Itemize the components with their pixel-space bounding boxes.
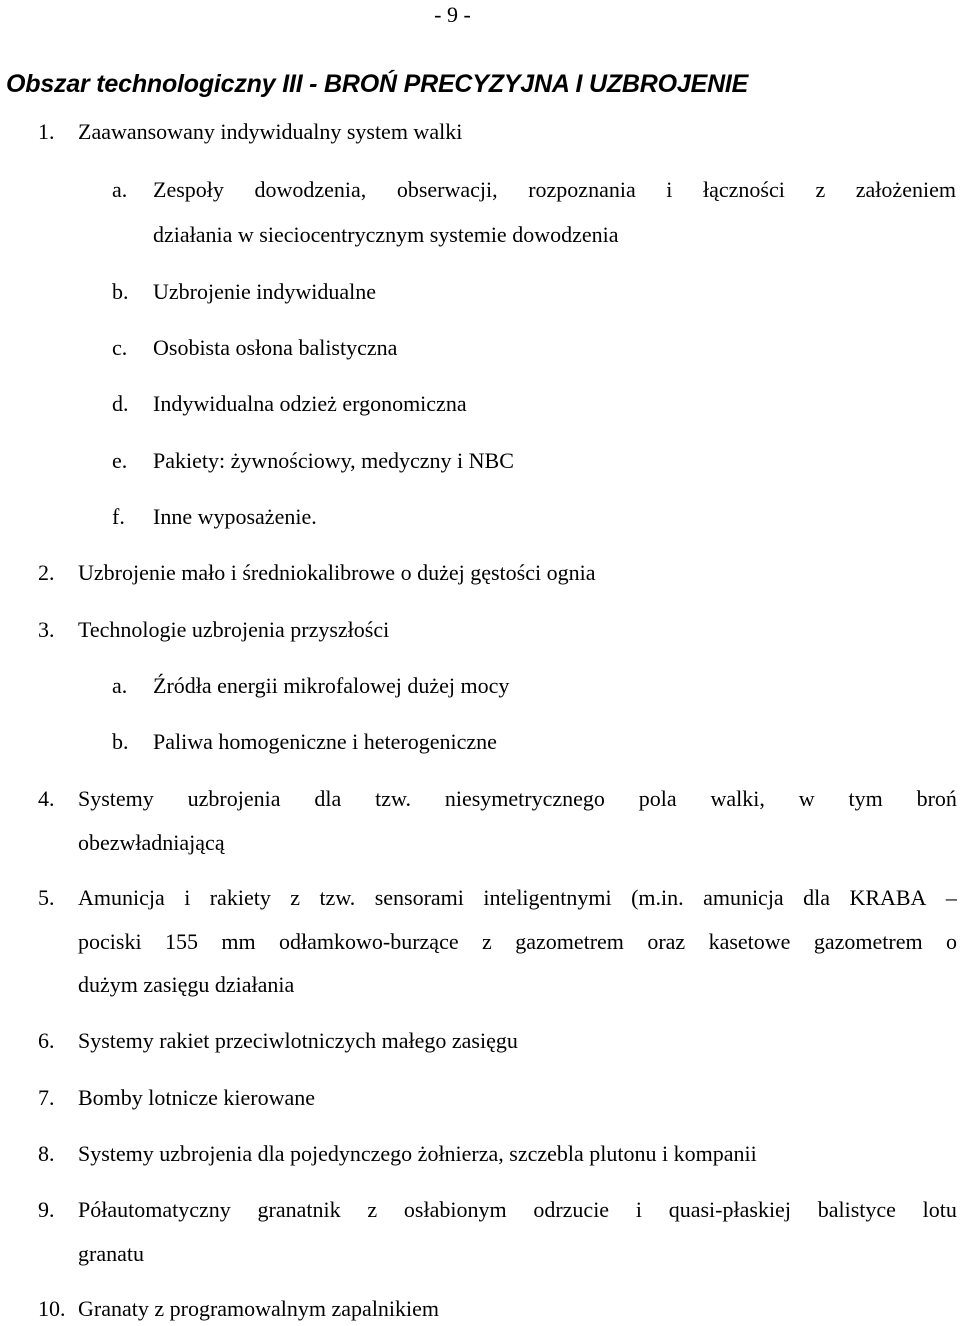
item-number: 8. xyxy=(38,1141,55,1166)
item-text: Uzbrojenie indywidualne xyxy=(153,279,376,304)
item-text: Bomby lotnicze kierowane xyxy=(78,1085,316,1110)
item-text: Inne wyposażenie. xyxy=(153,504,317,529)
item-text-line: Systemy uzbrojenia dla tzw. niesymetrycznego pola walki, w tym broń xyxy=(78,786,957,811)
item-text-line: pociski 155 mm odłamkowo-burzące z gazometrem oraz kasetowe gazometrem o xyxy=(78,929,957,954)
item-text: Źródła energii mikrofalowej dużej mocy xyxy=(153,673,510,698)
item-text: Indywidualna odzież ergonomiczna xyxy=(153,391,467,416)
item-number: 7. xyxy=(38,1085,55,1110)
item-text-line: Zespoły dowodzenia, obserwacji, rozpoznania i łączności z założeniem xyxy=(153,177,956,202)
item-text-line: Półautomatyczny granatnik z osłabionym odrzucie i quasi-płaskiej balistyce lotu xyxy=(78,1197,957,1222)
item-letter: a. xyxy=(112,177,128,202)
item-text: Systemy rakiet przeciwlotniczych małego zasięgu xyxy=(78,1028,518,1053)
item-letter: d. xyxy=(112,391,129,416)
item-text: Paliwa homogeniczne i heterogeniczne xyxy=(153,729,497,754)
item-number: 9. xyxy=(38,1197,55,1222)
item-text: Systemy uzbrojenia dla pojedynczego żołnierza, szczebla plutonu i kompanii xyxy=(78,1141,757,1166)
item-text: Zaawansowany indywidualny system walki xyxy=(78,119,463,144)
item-letter: b. xyxy=(112,729,129,754)
item-text-line: Amunicja i rakiety z tzw. sensorami inteligentnymi (m.in. amunicja dla KRABA – xyxy=(78,885,957,910)
item-number: 2. xyxy=(38,560,55,585)
item-text: Pakiety: żywnościowy, medyczny i NBC xyxy=(153,448,514,473)
section-heading: Obszar technologiczny III - BROŃ PRECYZYJNA I UZBROJENIE xyxy=(6,70,749,98)
item-text: Osobista osłona balistyczna xyxy=(153,335,398,360)
item-letter: f. xyxy=(112,504,125,529)
item-letter: b. xyxy=(112,279,129,304)
page-number: - 9 - xyxy=(434,2,471,27)
item-letter: a. xyxy=(112,673,128,698)
item-number: 1. xyxy=(38,119,55,144)
item-number: 3. xyxy=(38,617,55,642)
item-number: 4. xyxy=(38,786,55,811)
item-letter: c. xyxy=(112,335,128,360)
item-number: 5. xyxy=(38,885,55,910)
item-text: Technologie uzbrojenia przyszłości xyxy=(78,617,390,642)
item-number: 10. xyxy=(38,1296,66,1321)
item-number: 6. xyxy=(38,1028,55,1053)
item-letter: e. xyxy=(112,448,128,473)
item-text: Uzbrojenie mało i średniokalibrowe o dużej gęstości ognia xyxy=(78,560,596,585)
item-text: Granaty z programowalnym zapalnikiem xyxy=(78,1296,440,1321)
